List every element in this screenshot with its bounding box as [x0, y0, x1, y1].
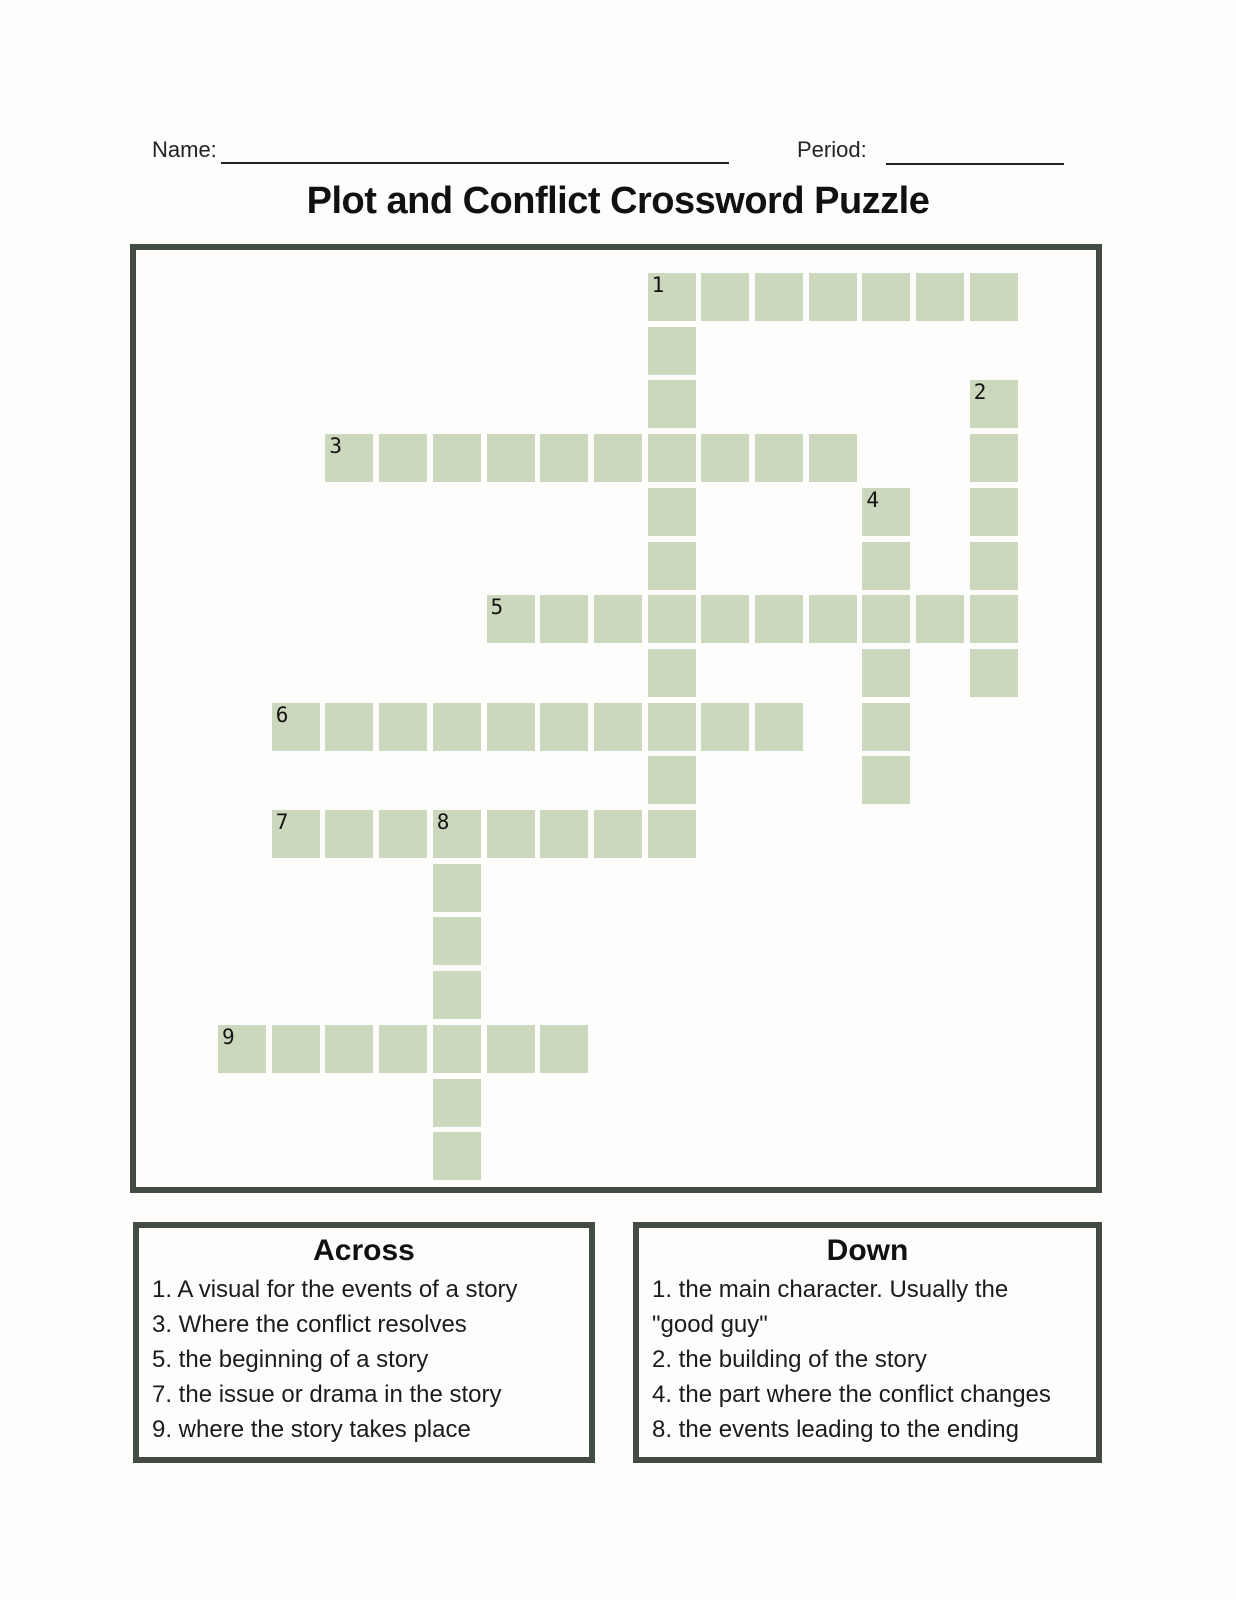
clue-across-2: 5. the beginning of a story [152, 1346, 429, 1373]
grid-cell[interactable] [755, 273, 803, 321]
grid-cell[interactable] [540, 1025, 588, 1073]
grid-cell[interactable] [916, 273, 964, 321]
grid-cell[interactable] [970, 542, 1018, 590]
grid-cell[interactable] [970, 488, 1018, 536]
grid-cell[interactable] [540, 595, 588, 643]
grid-cell[interactable] [648, 488, 696, 536]
grid-cell[interactable] [970, 595, 1018, 643]
cell-number-7: 7 [275, 810, 289, 834]
crossword-grid [130, 244, 1102, 1193]
grid-cell[interactable] [540, 810, 588, 858]
cell-number-5: 5 [490, 595, 504, 620]
grid-cell[interactable] [433, 1079, 481, 1127]
across-clue-box [133, 1222, 595, 1463]
grid-cell[interactable] [809, 595, 857, 643]
down-clue-box [633, 1222, 1102, 1463]
clue-across-3: 7. the issue or drama in the story [152, 1381, 502, 1408]
grid-cell[interactable] [487, 1025, 535, 1073]
clue-down-0: 1. the main character. Usually the [652, 1276, 1009, 1303]
grid-cell[interactable] [325, 810, 373, 858]
grid-cell[interactable] [809, 434, 857, 482]
grid-cell[interactable] [648, 542, 696, 590]
grid-cell[interactable] [648, 327, 696, 375]
grid-cell[interactable] [433, 703, 481, 751]
clue-across-0: 1. A visual for the events of a story [152, 1276, 518, 1303]
cell-number-2: 2 [973, 380, 987, 405]
grid-cell[interactable] [648, 380, 696, 428]
grid-cell[interactable] [379, 1025, 427, 1073]
cell-number-6: 6 [275, 702, 289, 727]
grid-cell[interactable] [862, 756, 910, 804]
grid-cell[interactable] [487, 434, 535, 482]
grid-cell[interactable] [755, 595, 803, 643]
grid-cell[interactable] [540, 703, 588, 751]
grid-cell[interactable] [648, 434, 696, 482]
grid-cell[interactable] [540, 434, 588, 482]
period-label: Period: [797, 137, 867, 162]
grid-cell[interactable] [594, 595, 642, 643]
grid-cell[interactable] [862, 542, 910, 590]
grid-cell[interactable] [433, 864, 481, 912]
period-input-line[interactable] [886, 163, 1064, 165]
down-clue-list [639, 1272, 1096, 1447]
grid-cell[interactable] [433, 1132, 481, 1180]
grid-cell[interactable] [809, 273, 857, 321]
clue-down-2: 4. the part where the conflict changes [652, 1381, 1051, 1408]
cell-number-4: 4 [866, 487, 880, 512]
grid-cell[interactable] [648, 649, 696, 697]
clue-across-4: 9. where the story takes place [152, 1416, 471, 1443]
grid-cell[interactable] [325, 1025, 373, 1073]
across-title: Across [313, 1234, 415, 1267]
grid-cell[interactable] [701, 595, 749, 643]
grid-cell[interactable] [916, 595, 964, 643]
grid-cell[interactable] [862, 595, 910, 643]
cell-number-8: 8 [436, 810, 450, 834]
down-title: Down [826, 1234, 909, 1267]
clue-down-3: 8. the events leading to the ending [652, 1416, 1019, 1443]
clue-across-1: 3. Where the conflict resolves [152, 1311, 467, 1338]
grid-cell[interactable] [594, 810, 642, 858]
grid-cell[interactable] [862, 649, 910, 697]
grid-cell[interactable] [487, 810, 535, 858]
grid-cell[interactable] [325, 703, 373, 751]
clue-down-1: 2. the building of the story [652, 1346, 927, 1373]
grid-cell[interactable] [862, 703, 910, 751]
grid-cell[interactable] [701, 703, 749, 751]
grid-cell[interactable] [755, 434, 803, 482]
name-label: Name: [152, 137, 217, 162]
cell-number-9: 9 [222, 1024, 235, 1049]
grid-cell[interactable] [648, 595, 696, 643]
grid-cell[interactable] [970, 649, 1018, 697]
grid-cell[interactable] [701, 273, 749, 321]
grid-cell[interactable] [970, 434, 1018, 482]
across-clue-list [139, 1272, 589, 1447]
grid-cell[interactable] [272, 1025, 320, 1073]
grid-cell[interactable] [755, 703, 803, 751]
clue-down-0: "good guy" [652, 1311, 768, 1338]
grid-cell[interactable] [433, 1025, 481, 1073]
grid-cell[interactable] [970, 273, 1018, 321]
grid-cell[interactable] [701, 434, 749, 482]
name-input-line[interactable] [221, 162, 729, 164]
grid-cell[interactable] [379, 434, 427, 482]
grid-cell[interactable] [594, 703, 642, 751]
grid-cell[interactable] [487, 703, 535, 751]
grid-cell[interactable] [648, 703, 696, 751]
cell-number-1: 1 [651, 273, 665, 297]
page-title: Plot and Conflict Crossword Puzzle [306, 180, 930, 222]
grid-cell[interactable] [862, 273, 910, 321]
grid-cell[interactable] [379, 703, 427, 751]
grid-cell[interactable] [433, 971, 481, 1019]
grid-cell[interactable] [648, 756, 696, 804]
grid-cell[interactable] [648, 810, 696, 858]
grid-cell[interactable] [594, 434, 642, 482]
grid-cell[interactable] [433, 434, 481, 482]
grid-cell[interactable] [379, 810, 427, 858]
cell-number-3: 3 [329, 434, 343, 459]
grid-cell[interactable] [433, 917, 481, 965]
